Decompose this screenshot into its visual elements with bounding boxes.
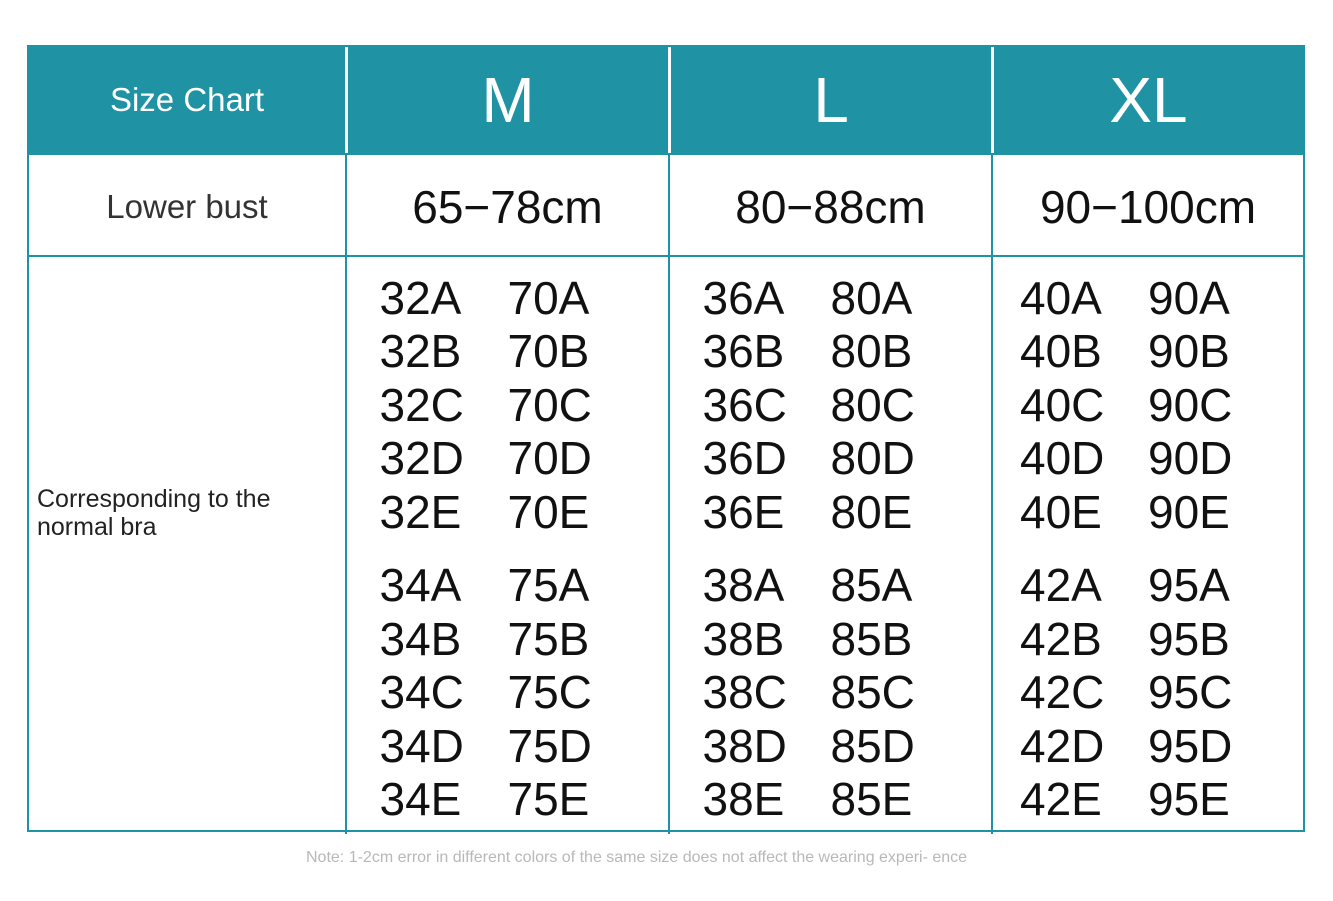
bra-size-pair bbox=[347, 271, 668, 325]
bra-size-eu: 80D bbox=[830, 432, 915, 485]
lower-bust-row bbox=[29, 153, 1303, 259]
bra-size-us: 40D bbox=[1020, 432, 1105, 485]
lower-bust-m-cell bbox=[345, 155, 668, 259]
bra-size-pair bbox=[670, 559, 991, 613]
bra-size-pair bbox=[993, 559, 1303, 613]
bra-size-us: 42D bbox=[1020, 719, 1105, 772]
bra-size-pair bbox=[347, 559, 668, 613]
bra-column-m bbox=[345, 257, 668, 834]
bra-size-eu: 85C bbox=[830, 666, 915, 719]
bra-size-us: 40C bbox=[1020, 378, 1105, 431]
bra-size-eu: 95A bbox=[1148, 559, 1230, 612]
lower-bust-range-xl: 90−100cm bbox=[1039, 181, 1257, 233]
bra-size-eu: 75B bbox=[507, 612, 590, 665]
bra-size-us: 38A bbox=[702, 559, 785, 612]
bra-column-l bbox=[668, 257, 991, 834]
bra-size-us: 32D bbox=[379, 432, 464, 485]
bra-size-us: 40B bbox=[1020, 325, 1102, 378]
bra-size-us: 36D bbox=[702, 432, 787, 485]
bra-size-eu: 95E bbox=[1148, 773, 1230, 826]
header-row bbox=[29, 47, 1303, 153]
bra-size-us: 34A bbox=[379, 559, 462, 612]
bra-column-xl bbox=[991, 257, 1303, 834]
bra-size-eu: 90B bbox=[1148, 325, 1230, 378]
bra-size-pair bbox=[993, 485, 1303, 539]
bra-size-eu: 90E bbox=[1148, 485, 1230, 538]
size-chart-title: Size Chart bbox=[109, 81, 265, 118]
size-l-heading: L bbox=[813, 64, 849, 136]
bra-size-eu: 95B bbox=[1148, 612, 1230, 665]
bra-size-us: 40E bbox=[1020, 485, 1102, 538]
header-label-cell bbox=[29, 47, 345, 153]
bra-size-pair bbox=[670, 485, 991, 539]
bra-size-pair bbox=[993, 666, 1303, 720]
bra-size-eu: 70C bbox=[507, 378, 592, 431]
bra-size-us: 34E bbox=[379, 773, 462, 826]
bra-size-us: 38C bbox=[702, 666, 787, 719]
bra-size-pair bbox=[347, 719, 668, 773]
bra-size-us: 40A bbox=[1020, 271, 1102, 324]
bra-size-eu: 90C bbox=[1148, 378, 1233, 431]
bra-size-pair bbox=[347, 666, 668, 720]
bra-size-eu: 80A bbox=[830, 271, 913, 324]
bra-size-eu: 85B bbox=[830, 612, 913, 665]
bra-size-eu: 75C bbox=[507, 666, 592, 719]
bra-size-us: 42E bbox=[1020, 773, 1102, 826]
bra-size-pair bbox=[993, 325, 1303, 379]
bra-size-pair bbox=[993, 378, 1303, 432]
bra-size-pair bbox=[347, 378, 668, 432]
size-chart-table bbox=[27, 45, 1305, 832]
bra-size-eu: 70E bbox=[507, 485, 590, 538]
bra-codes-l bbox=[670, 271, 991, 826]
bra-size-us: 42B bbox=[1020, 612, 1102, 665]
bra-label: Corresponding to the normal bra bbox=[37, 485, 271, 541]
bra-size-us: 36C bbox=[702, 378, 787, 431]
bra-size-us: 36B bbox=[702, 325, 785, 378]
bra-size-eu: 70A bbox=[507, 271, 590, 324]
bra-label-cell bbox=[29, 257, 345, 834]
bra-size-eu: 75E bbox=[507, 773, 590, 826]
bra-codes-m bbox=[347, 271, 668, 826]
bra-size-eu: 85A bbox=[830, 559, 913, 612]
bra-size-us: 42A bbox=[1020, 559, 1102, 612]
bra-size-us: 32B bbox=[379, 325, 462, 378]
bra-size-us: 32A bbox=[379, 271, 462, 324]
bra-size-eu: 80B bbox=[830, 325, 913, 378]
bra-size-eu: 90D bbox=[1148, 432, 1233, 485]
bra-size-pair bbox=[993, 773, 1303, 827]
bra-size-pair bbox=[993, 612, 1303, 666]
lower-bust-xl-cell bbox=[991, 155, 1303, 259]
bra-size-us: 36A bbox=[702, 271, 785, 324]
bra-size-eu: 90A bbox=[1148, 271, 1230, 324]
bra-size-eu: 85E bbox=[830, 773, 913, 826]
bra-size-eu: 80C bbox=[830, 378, 915, 431]
bra-size-eu: 75A bbox=[507, 559, 590, 612]
bra-size-us: 42C bbox=[1020, 666, 1105, 719]
bra-size-pair bbox=[347, 612, 668, 666]
bra-size-pair bbox=[670, 432, 991, 486]
bra-size-eu: 85D bbox=[830, 719, 915, 772]
bra-size-pair bbox=[670, 773, 991, 827]
bra-size-us: 34C bbox=[379, 666, 464, 719]
bra-size-pair bbox=[670, 719, 991, 773]
bra-size-us: 32E bbox=[379, 485, 462, 538]
bra-size-us: 34D bbox=[379, 719, 464, 772]
lower-bust-range-l: 80−88cm bbox=[735, 181, 926, 233]
bra-size-us: 34B bbox=[379, 612, 462, 665]
bra-size-pair bbox=[670, 666, 991, 720]
bra-size-pair bbox=[670, 378, 991, 432]
bra-size-pair bbox=[670, 325, 991, 379]
header-size-xl-cell bbox=[991, 47, 1303, 153]
bra-size-pair bbox=[993, 271, 1303, 325]
bra-size-eu: 95D bbox=[1148, 719, 1233, 772]
size-xl-heading: XL bbox=[1109, 64, 1188, 136]
bra-size-pair bbox=[670, 271, 991, 325]
header-size-l-cell bbox=[668, 47, 991, 153]
bra-size-us: 38B bbox=[702, 612, 785, 665]
lower-bust-l-cell bbox=[668, 155, 991, 259]
lower-bust-range-m: 65−78cm bbox=[412, 181, 603, 233]
bra-size-us: 36E bbox=[702, 485, 785, 538]
header-size-m-cell bbox=[345, 47, 668, 153]
bra-size-us: 38E bbox=[702, 773, 785, 826]
bra-size-us: 32C bbox=[379, 378, 464, 431]
size-note: Note: 1-2cm error in different colors of the same size does not affect the wearing experi- ence bbox=[306, 849, 968, 866]
bra-size-eu: 70B bbox=[507, 325, 590, 378]
bra-codes-xl bbox=[993, 271, 1303, 826]
bra-size-row bbox=[29, 255, 1303, 834]
bra-size-pair bbox=[670, 612, 991, 666]
bra-size-pair bbox=[347, 485, 668, 539]
bra-size-eu: 70D bbox=[507, 432, 592, 485]
bra-size-eu: 95C bbox=[1148, 666, 1233, 719]
size-m-heading: M bbox=[481, 64, 535, 136]
bra-size-eu: 80E bbox=[830, 485, 913, 538]
bra-size-pair bbox=[993, 719, 1303, 773]
lower-bust-label: Lower bust bbox=[106, 188, 268, 225]
bra-size-pair bbox=[347, 773, 668, 827]
bra-size-pair bbox=[347, 325, 668, 379]
lower-bust-label-cell bbox=[29, 155, 345, 259]
bra-size-us: 38D bbox=[702, 719, 787, 772]
bra-size-pair bbox=[993, 432, 1303, 486]
bra-size-pair bbox=[347, 432, 668, 486]
bra-size-eu: 75D bbox=[507, 719, 592, 772]
